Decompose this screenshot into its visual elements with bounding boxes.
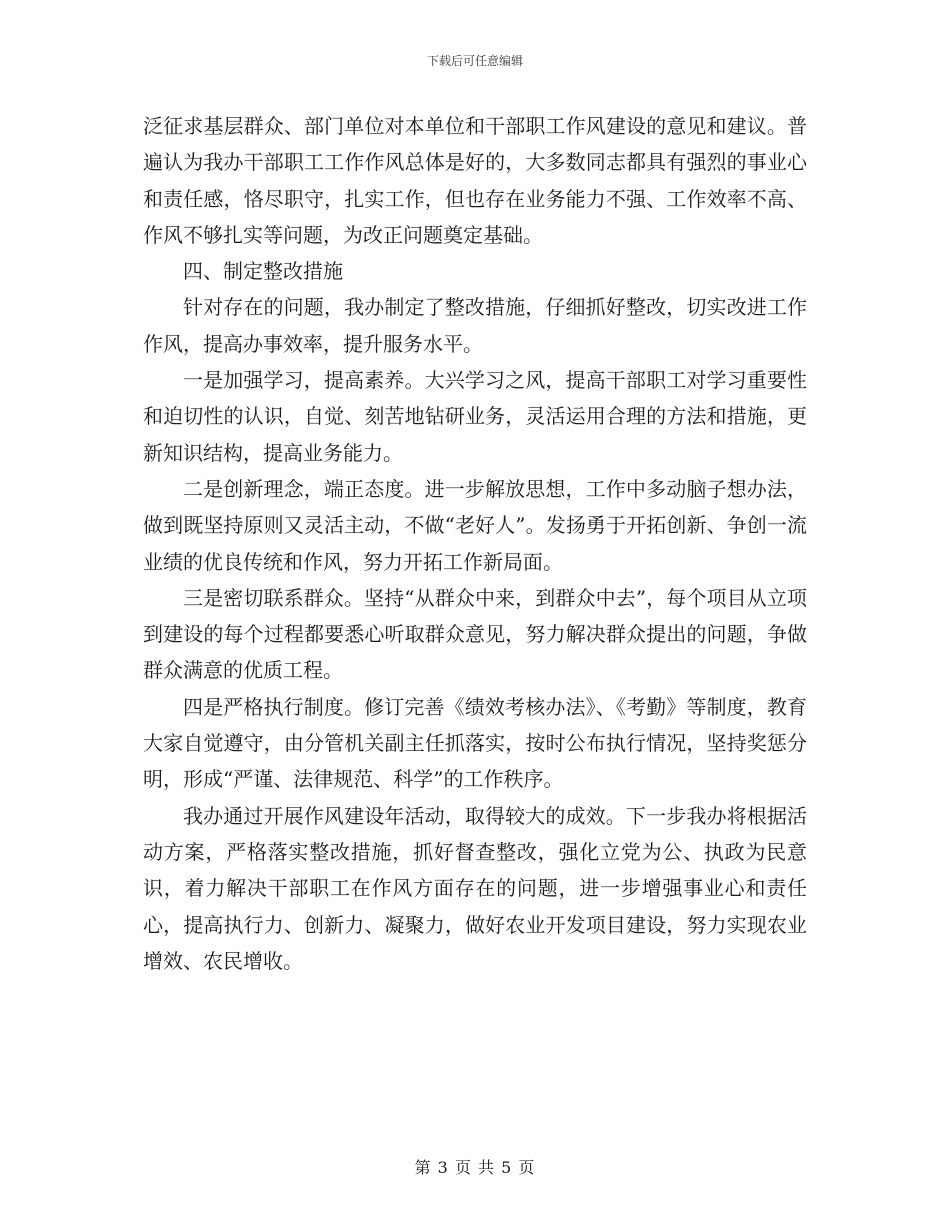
- paragraph: 一是加强学习，提高素养。大兴学习之风，提高干部职工对学习重要性和迫切性的认识，自觉、刻苦地钻研业务，灵活运用合理的方法和措施，更新知识结构，提高业务能力。: [143, 368, 807, 465]
- paragraph: 针对存在的问题，我办制定了整改措施，仔细抓好整改，切实改进工作作风，提高办事效率，提升服务水平。: [143, 295, 807, 356]
- section-heading: 四、制定整改措施: [183, 259, 343, 284]
- document-body: [143, 108, 807, 979]
- paragraph: 三是密切联系群众。坚持“从群众中来，到群众中去”，每个项目从立项到建设的每个过程都要悉心听取群众意见，努力解决群众提出的问题，争做群众满意的优质工程。: [143, 585, 807, 683]
- paragraph: 我办通过开展作风建设年活动，取得较大的成效。下一步我办将根据活动方案，严格落实整改措施，抓好督查整改，强化立党为公、执政为民意识，着力解决干部职工在作风方面存在的问题，进一步增强事业心和责任心，提高执行力、创新力、凝聚力，做好农业开发项目建设，努力实现农业增效、农民增收。: [143, 803, 807, 973]
- paragraph: 四是严格执行制度。修订完善《绩效考核办法》、《考勤》等制度，教育大家自觉遵守，由分管机关副主任抓落实，按时公布执行情况，坚持奖惩分明，形成“严谨、法律规范、科学”的工作秩序。: [143, 694, 807, 792]
- page-number-footer: 第 3 页 共 5 页: [414, 1158, 536, 1177]
- paragraph: 二是创新理念，端正态度。进一步解放思想，工作中多动脑子想办法，做到既坚持原则又灵活主动，不做“老好人”。发扬勇于开拓创新、争创一流业绩的优良传统和作风，努力开拓工作新局面。: [143, 476, 807, 574]
- paragraph-continued: 泛征求基层群众、部门单位对本单位和干部职工作风建设的意见和建议。普遍认为我办干部职工工作作风总体是好的，大多数同志都具有强烈的事业心和责任感，恪尽职守，扎实工作，但也存在业务能力不强、工作效率不高、作风不够扎实等问题，为改正问题奠定基础。: [143, 114, 807, 247]
- page-header: 下载后可任意编辑: [426, 54, 523, 68]
